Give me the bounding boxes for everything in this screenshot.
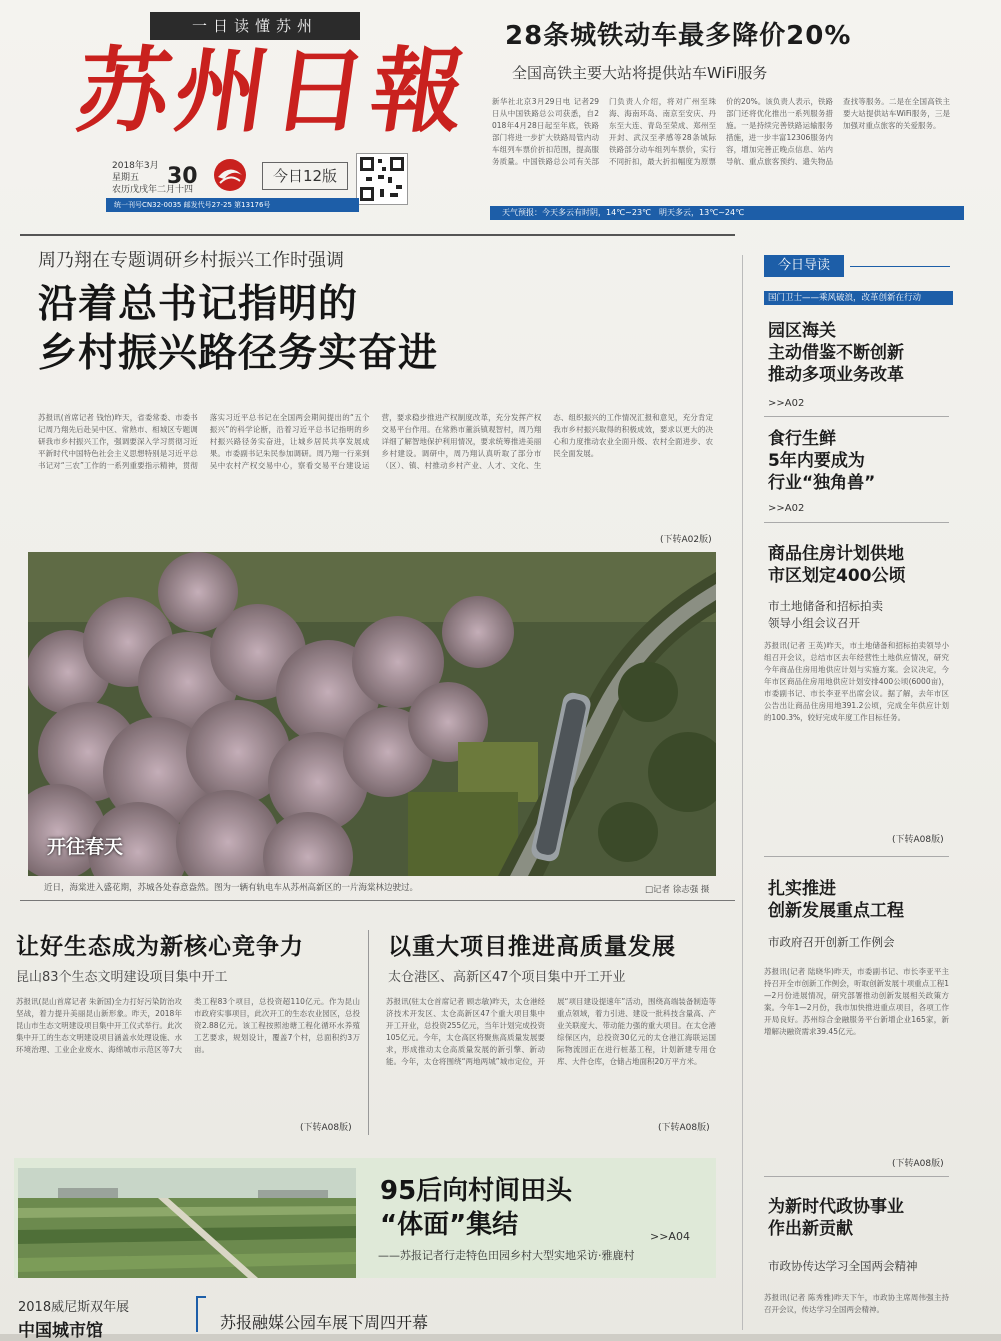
guide-item-2 [768, 428, 875, 494]
weather-bar: 天气预报：今天多云有时阴，14℃~23℃ 明天多云，13℃~24℃ [490, 206, 964, 220]
guide-item-1-line1: 园区海关 [768, 321, 836, 341]
guide-separator [764, 416, 949, 417]
story-left-subheadline: 昆山83个生态文明建设项目集中开工 [16, 970, 228, 985]
guide-item-4-sub: 市政府召开创新工作例会 [768, 935, 895, 949]
banner-headline [380, 1174, 572, 1242]
story-left-turn: (下转A08版) [300, 1123, 352, 1133]
guide-heading: 今日导读 [764, 255, 844, 277]
photo-title: 开往春天 [47, 836, 124, 858]
emblem-icon [210, 157, 250, 193]
lead-headline [38, 280, 438, 378]
banner-headline-line2: “体面”集结 [380, 1210, 519, 1240]
section-divider [20, 234, 735, 236]
guide-item-1-ref: >>A02 [768, 398, 805, 409]
bottom-headline: 苏报融媒公园车展下周四开幕 [220, 1313, 429, 1332]
guide-item-1-line3: 推动多项业务改革 [768, 365, 904, 385]
guide-item-4-line2: 创新发展重点工程 [768, 901, 904, 921]
guide-item-3-line1: 商品住房计划供地 [768, 544, 904, 564]
right-column-divider [742, 255, 743, 1330]
photo-caption: 近日，海棠进入盛花期，苏城各处春意盎然。图为一辆有轨电车从苏州高新区的一片海棠林边驶过。 [44, 883, 419, 893]
lead-turn: (下转A02版) [660, 535, 712, 545]
top-story-body: 新华社北京3月29日电 记者29日从中国铁路总公司获悉，自2018年4月28日起至年底，铁路部门将进一步扩大铁路局管内动车组列车票价折扣范围，提高服务质量。中国铁路总公司有关部门负责人介绍，将对广州至珠海、海南环岛、南京至安庆、丹东至大连、青岛至荣成、郑州至开封、武汉至孝感等28条城际铁路部分动车组列车票价，实行不同折扣，最大折扣幅度为原票价的20%。该负责人表示，铁路部门还将优化推出一系列服务措施。一是持续完善铁路运输服务措施，进一步丰富12306服务内容，增加完善正晚点信息、站内导航、重点旅客预约、遗失物品查找等服务。二是在全国高铁主要大站提供站车WiFi服务，三是加强对重点旅客的关爱服务。 [492, 97, 950, 166]
column-divider [368, 930, 369, 1135]
date-weekday: 星期五 [112, 173, 140, 183]
guide-item-2-line2: 5年内要成为 [768, 451, 865, 471]
story-left-body: 苏报讯(昆山首席记者 朱新国)全力打好污染防治攻坚战，着力提升美丽昆山新形象。昨天，2018年昆山市生态文明建设项目集中开工仪式举行。此次集中开工的生态文明建设项目涵盖水处理设施、水环境治理、工业企业废水、海绵城市示范区等7大类工程83个项目，总投资超110亿元。作为昆山市政府实事项目，此次开工的生态农业园区，总投资2.88亿元。该工程按照池塘工程化循环水养殖工艺要求，规划设计，覆盖7个村，总面积约3万亩。 [16, 997, 360, 1054]
guide-item-3-sub1: 市土地储备和招标拍卖 [768, 599, 883, 613]
masthead-tagline: 一日读懂苏州 [150, 12, 360, 40]
guide-item-1-line2: 主动借鉴不断创新 [768, 343, 904, 363]
banner-page-ref: >>A04 [650, 1230, 690, 1243]
lead-headline-line2: 乡村振兴路径务实奋进 [38, 331, 439, 376]
guide-item-3 [768, 543, 906, 587]
guide-item-2-line3: 行业“独角兽” [768, 473, 876, 493]
date-lunar: 农历戊戌年二月十四 [112, 185, 194, 195]
page-count: 今日12版 [262, 162, 348, 190]
story-mid-turn: (下转A08版) [658, 1123, 710, 1133]
guide-rule [850, 266, 950, 267]
guide-item-4-turn: (下转A08版) [892, 1159, 944, 1169]
guide-item-5-line2: 作出新贡献 [768, 1219, 853, 1239]
guide-item-5-line1: 为新时代政协事业 [768, 1197, 904, 1217]
story-left-headline: 让好生态成为新核心竞争力 [16, 934, 304, 960]
guide-item-3-turn: (下转A08版) [892, 835, 944, 845]
guide-item-5-sub: 市政协传达学习全国两会精神 [768, 1259, 918, 1273]
guide-separator [764, 856, 949, 857]
bottom-tag: 2018威尼斯双年展 [18, 1300, 130, 1315]
bottom-bracket [196, 1296, 206, 1332]
guide-item-2-line1: 食行生鲜 [768, 429, 836, 449]
guide-item-3-body: 苏报讯(记者 王英)昨天，市土地储备和招标拍卖领导小组召开会议，总结市区去年经营性土地供应情况，研究今年商品住房用地供应计划与实施方案。会议决定，今年市区商品住房用地供应计划安排400公顷(6000亩)，市委副书记、市长李亚平出席会议。据了解，去年市区公告出让商品住房用地391.2公顷，完成全年供应计划的100.3%，较好完成年度工作目标任务。 [764, 641, 949, 722]
guide-item-3-sub [768, 598, 883, 632]
guide-separator [764, 1176, 949, 1177]
lead-body: 苏报讯(首席记者 钱怡)昨天，省委常委、市委书记周乃翔先后赴吴中区、常熟市、相城区专题调研我市乡村振兴工作，强调要深入学习贯彻习近平新时代中国特色社会主义思想特别是习近平总书记对“三农”工作的一系列重要指示精神，贯彻落实习近平总书记在全国两会期间提出的“五个振兴”的科学论断，沿着习近平总书记指明的乡村振兴路径务实奋进，让城乡居民共享发展成果。市委副书记朱民参加调研。周乃翔一行来到吴中农村产权交易中心，察看交易平台建设运营，要求稳步推进产权制度改革，充分发挥产权交易平台作用。在常熟市董浜镇观智村，周乃翔详细了解智地保护利用情况，要求统筹推进美丽乡村建设。调研中，周乃翔认真听取了部分市（区）、镇、村推动乡村产业、人才、文化、生态、组织振兴的工作情况汇报和意见，充分肯定我市乡村振兴取得的积极成效，要求以更大的决心和力度推动农业全面升级、农村全面进步、农民全面发展。 [38, 413, 713, 470]
top-story-headline: 28条城铁动车最多降价20% [505, 21, 852, 51]
photo-credit: □记者 徐志强 摄 [645, 885, 710, 895]
issn-bar: 统一刊号CN32-0035 邮发代号27-25 第13176号 [106, 198, 359, 212]
guide-item-3-sub2: 领导小组会议召开 [768, 616, 860, 630]
guide-item-4-line1: 扎实推进 [768, 879, 836, 899]
lead-pre-headline: 周乃翔在专题调研乡村振兴工作时强调 [38, 250, 344, 271]
top-story-subheadline: 全国高铁主要大站将提供站车WiFi服务 [512, 64, 768, 82]
bottom-tag-title: 中国城市馆 [18, 1321, 103, 1341]
guide-item-4 [768, 878, 904, 922]
guide-separator [764, 522, 949, 523]
guide-item-2-ref: >>A02 [768, 503, 805, 514]
guide-banner: 国门卫士——乘风破浪，改革创新在行动 [764, 291, 953, 305]
story-mid-headline: 以重大项目推进高质量发展 [388, 934, 676, 960]
story-mid-body: 苏报讯(驻太仓首席记者 顾志敏)昨天，太仓港经济技术开发区、太仓高新区47个重大项目集中开工开业，总投资255亿元，当年计划完成投资105亿元。今年，太仓高区将聚焦高质量发展要求，形成推动太仓高质量发展的新引擎、新动能。今年，太仓将围绕“两地两城”城市定位，开展“项目建设提速年”活动，围绕高端装备制造等重点领域，着力引进、建设一批科技含量高、产业关联度大、带动能力强的重大项目。在太仓港综保区内，总投资30亿元的太仓港江海联运国际物流园正在进行桩基工程，计划新建专用仓库、大件仓库，仓储占地面积20万平方米。 [386, 997, 716, 1066]
qr-code-icon [356, 153, 408, 205]
banner-headline-line1: 95后向村间田头 [380, 1176, 573, 1206]
guide-item-4-body: 苏报讯(记者 陆晓华)昨天，市委副书记、市长李亚平主持召开全市创新工作例会，听取创新发展十项重点工程1—2月份进展情况，研究部署推动创新发展相关政策方案。今年1—2月份，我市加快推进重点项目，各项工作开局良好。苏州综合金融服务平台新增企业165家，新增解决融资需求39.45亿元。 [764, 967, 949, 1036]
guide-item-5-body: 苏报讯(记者 陈秀雅)昨天下午，市政协主席周伟强主持召开会议，传达学习全国两会精神。 [764, 1293, 949, 1314]
banner-subheadline: ——苏报记者行走特色田园乡村大型实地采访·雅鹿村 [378, 1249, 635, 1262]
blossom-tram-photo [28, 552, 716, 876]
date-year-month: 2018年3月 [112, 161, 159, 171]
farmland-photo [18, 1168, 356, 1278]
section-divider [20, 900, 735, 901]
guide-item-1 [768, 320, 904, 386]
newspaper-logo: 苏州日報 [70, 37, 478, 145]
guide-item-5 [768, 1196, 904, 1240]
story-mid-subheadline: 太仓港区、高新区47个项目集中开工开业 [388, 970, 626, 985]
guide-item-3-line2: 市区划定400公顷 [768, 566, 906, 586]
lead-headline-line1: 沿着总书记指明的 [38, 282, 359, 327]
issue-day: 30 [167, 164, 198, 189]
